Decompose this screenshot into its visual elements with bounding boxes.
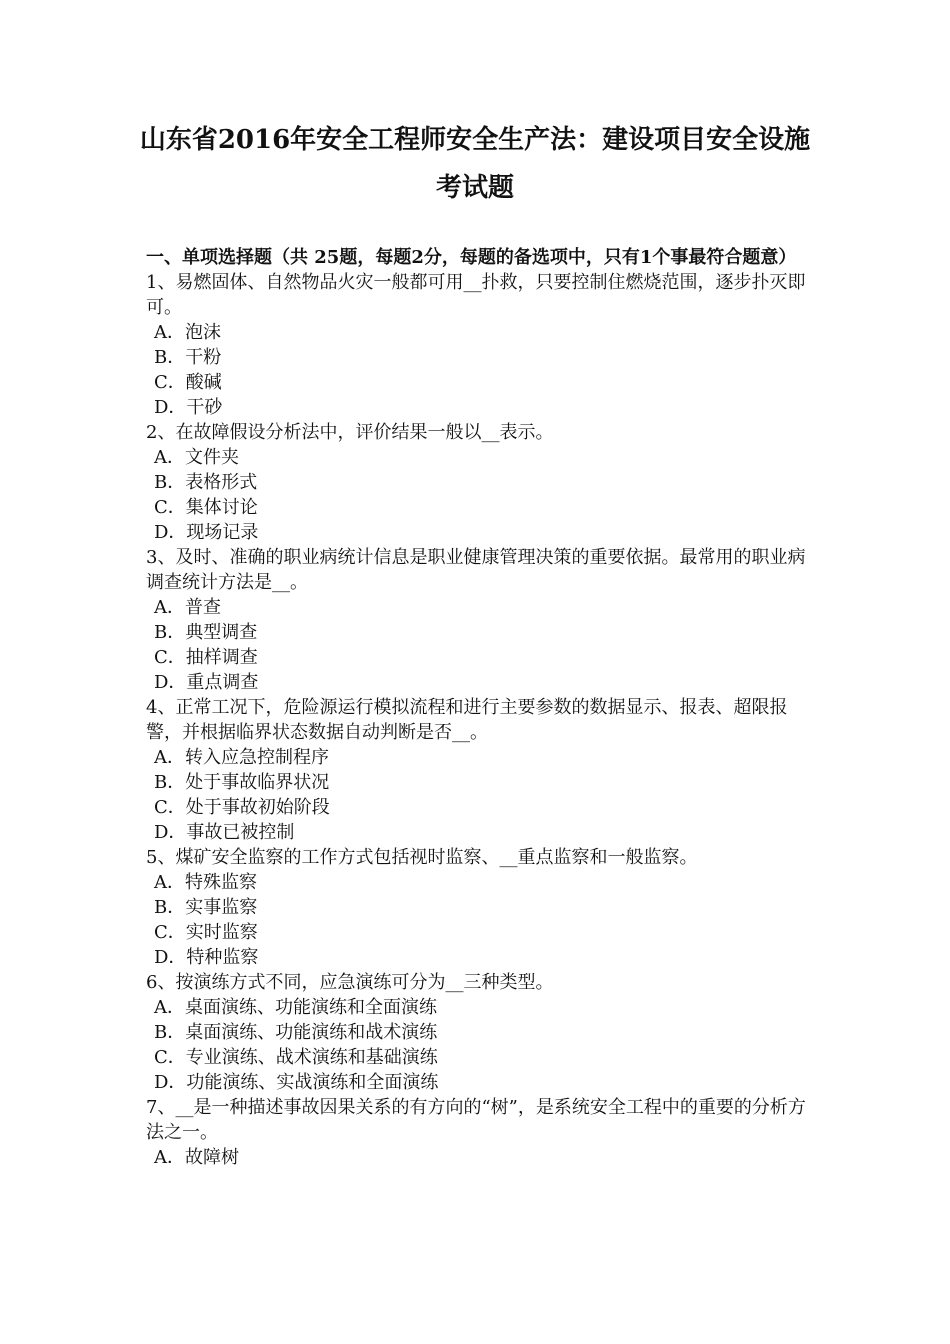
option-item: B．实事监察 (154, 897, 258, 918)
question-stem: 6、按演练方式不同，应急演练可分为__三种类型。 (146, 972, 554, 993)
option-item: B．处于事故临界状况 (154, 772, 330, 793)
option-item: D．事故已被控制 (154, 822, 295, 843)
question-stem: 7、__是一种描述事故因果关系的有方向的“树”，是系统安全工程中的重要的分析方法之一。 (146, 1097, 806, 1143)
question-block (146, 695, 808, 845)
option-item: D．重点调查 (154, 672, 259, 693)
option-item: A．泡沫 (154, 322, 221, 343)
question-block (146, 1095, 808, 1170)
question-block (146, 270, 808, 420)
option-item: A．特殊监察 (154, 872, 257, 893)
question-block (146, 845, 808, 970)
option-item: B．桌面演练、功能演练和战术演练 (154, 1022, 438, 1043)
option-item: C．酸碱 (154, 372, 222, 393)
question-block (146, 970, 808, 1095)
option-item: A．普查 (154, 597, 221, 618)
option-item: D．干砂 (154, 397, 223, 418)
option-item: D．特种监察 (154, 947, 259, 968)
option-item: C．集体讨论 (154, 497, 258, 518)
option-item: A．故障树 (154, 1147, 239, 1168)
question-stem: 4、正常工况下，危险源运行模拟流程和进行主要参数的数据显示、报表、超限报警，并根据临界状态数据自动判断是否__。 (146, 697, 788, 743)
document-body (146, 245, 808, 1170)
section-heading: 一、单项选择题（共 25题，每题2分，每题的备选项中，只有1个事最符合题意） (146, 247, 797, 268)
document-title-line2: 考试题 (435, 173, 514, 203)
option-item: B．干粉 (154, 347, 222, 368)
option-item: B．典型调查 (154, 622, 258, 643)
question-stem: 1、易燃固体、自然物品火灾一般都可用__扑救，只要控制住燃烧范围，逐步扑灭即可。 (146, 272, 806, 318)
option-item: A．文件夹 (154, 447, 239, 468)
option-item: C．处于事故初始阶段 (154, 797, 330, 818)
option-item: D．功能演练、实战演练和全面演练 (154, 1072, 439, 1093)
option-item: D．现场记录 (154, 522, 259, 543)
option-item: C．实时监察 (154, 922, 258, 943)
option-item: C．抽样调查 (154, 647, 258, 668)
option-item: A．桌面演练、功能演练和全面演练 (154, 997, 437, 1018)
question-stem: 2、在故障假设分析法中，评价结果一般以__表示。 (146, 422, 554, 443)
question-stem: 3、及时、准确的职业病统计信息是职业健康管理决策的重要依据。最常用的职业病调查统计方法是__。 (146, 547, 806, 593)
option-item: B．表格形式 (154, 472, 258, 493)
document-title-line1: 山东省2016年安全工程师安全生产法：建设项目安全设施 (139, 125, 811, 155)
option-item: A．转入应急控制程序 (154, 747, 329, 768)
question-block (146, 545, 808, 695)
question-block (146, 420, 808, 545)
option-item: C．专业演练、战术演练和基础演练 (154, 1047, 438, 1068)
question-stem: 5、煤矿安全监察的工作方式包括视时监察、__重点监察和一般监察。 (146, 847, 698, 868)
